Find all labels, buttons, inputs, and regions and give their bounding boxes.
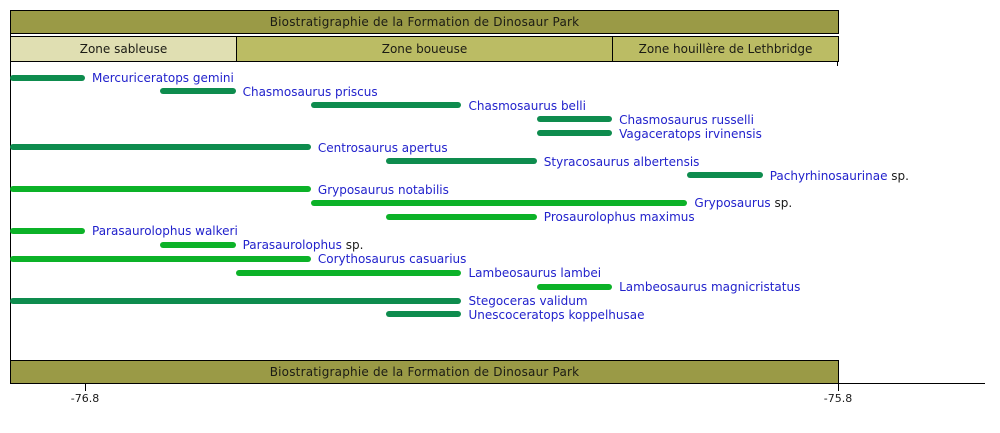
taxon-range-bar (160, 88, 235, 94)
taxon-label (469, 295, 588, 307)
taxon-label (92, 225, 238, 237)
taxon-name-link[interactable]: Prosaurolophus maximus (543, 210, 695, 225)
taxon-range-bar (10, 144, 311, 150)
taxon-label (469, 100, 586, 112)
taxon-suffix: sp. (887, 168, 909, 183)
taxon-range-bar (687, 172, 762, 178)
taxon-suffix: sp. (341, 238, 364, 253)
taxon-label (469, 267, 602, 279)
taxon-label (694, 197, 792, 209)
taxon-name-link[interactable]: Chasmosaurus belli (468, 98, 586, 113)
taxon-range-bar (537, 284, 612, 290)
taxon-range-bar (236, 270, 462, 276)
taxon-name-link[interactable]: Stegoceras validum (468, 294, 588, 309)
taxon-name-link[interactable]: Parasaurolophus (242, 238, 342, 253)
taxon-name-link[interactable]: Parasaurolophus walkeri (92, 224, 238, 239)
taxon-range-bar (311, 102, 462, 108)
taxon-label (243, 239, 364, 251)
x-axis-tick (838, 384, 839, 391)
title-band-top (10, 10, 839, 34)
taxon-label (544, 211, 695, 223)
taxon-label (318, 142, 448, 154)
taxon-range-bar (386, 214, 537, 220)
taxon-name-link[interactable]: Lambeosaurus magnicristatus (619, 280, 801, 295)
taxon-name-link[interactable]: Lambeosaurus lambei (468, 266, 602, 281)
chart-title-bottom: Biostratigraphie de la Formation de Dinosaur Park (269, 365, 580, 379)
x-axis-tick-label: -75.8 (823, 392, 853, 405)
taxon-range-bar (10, 228, 85, 234)
taxon-range-bar (10, 298, 462, 304)
zone-cell (612, 36, 839, 62)
taxon-name-link[interactable]: Gryposaurus notabilis (317, 182, 449, 197)
taxon-label (318, 184, 449, 196)
taxon-range-bar (10, 75, 85, 81)
taxon-range-bar (386, 311, 461, 317)
zone-label: Zone boueuse (381, 42, 468, 56)
taxon-name-link[interactable]: Styracosaurus albertensis (543, 154, 700, 169)
taxon-label (619, 128, 762, 140)
taxon-name-link[interactable]: Gryposaurus (694, 196, 771, 211)
taxon-range-bar (160, 242, 235, 248)
taxon-name-link[interactable]: Mercuriceratops gemini (92, 71, 234, 85)
taxon-label (469, 309, 645, 321)
taxon-label (619, 114, 754, 126)
taxon-range-bar (386, 158, 537, 164)
taxon-range-bar (537, 130, 612, 136)
chart-title: Biostratigraphie de la Formation de Dinosaur Park (269, 15, 580, 29)
taxon-label (544, 156, 700, 168)
taxon-label (619, 281, 800, 293)
taxon-name-link[interactable]: Pachyrhinosaurinae (769, 168, 888, 183)
taxon-label (318, 253, 467, 265)
taxon-label (770, 170, 909, 182)
taxon-range-bar (10, 256, 311, 262)
x-axis-tick-label: -76.8 (70, 392, 100, 405)
taxon-name-link[interactable]: Chasmosaurus priscus (242, 84, 378, 99)
title-band-bottom (10, 360, 839, 384)
x-axis-tick (85, 384, 86, 391)
taxon-range-bar (10, 186, 311, 192)
taxon-label (92, 72, 234, 84)
taxon-name-link[interactable]: Vagaceratops irvinensis (619, 126, 762, 141)
zone-label: Zone houillère de Lethbridge (638, 42, 813, 56)
left-axis-spine (10, 10, 11, 384)
zone-label: Zone sableuse (79, 42, 168, 56)
taxon-range-bar (311, 200, 688, 206)
taxon-name-link[interactable]: Chasmosaurus russelli (619, 112, 754, 127)
taxon-suffix: sp. (770, 196, 793, 211)
zone-row-right-tick (837, 61, 838, 66)
zone-cell (10, 36, 237, 62)
zone-cell (236, 36, 613, 62)
taxon-label (243, 86, 378, 98)
taxon-range-bar (537, 116, 612, 122)
taxon-name-link[interactable]: Unescoceratops koppelhusae (468, 307, 645, 322)
taxon-name-link[interactable]: Centrosaurus apertus (317, 140, 448, 155)
taxon-name-link[interactable]: Corythosaurus casuarius (317, 252, 467, 267)
